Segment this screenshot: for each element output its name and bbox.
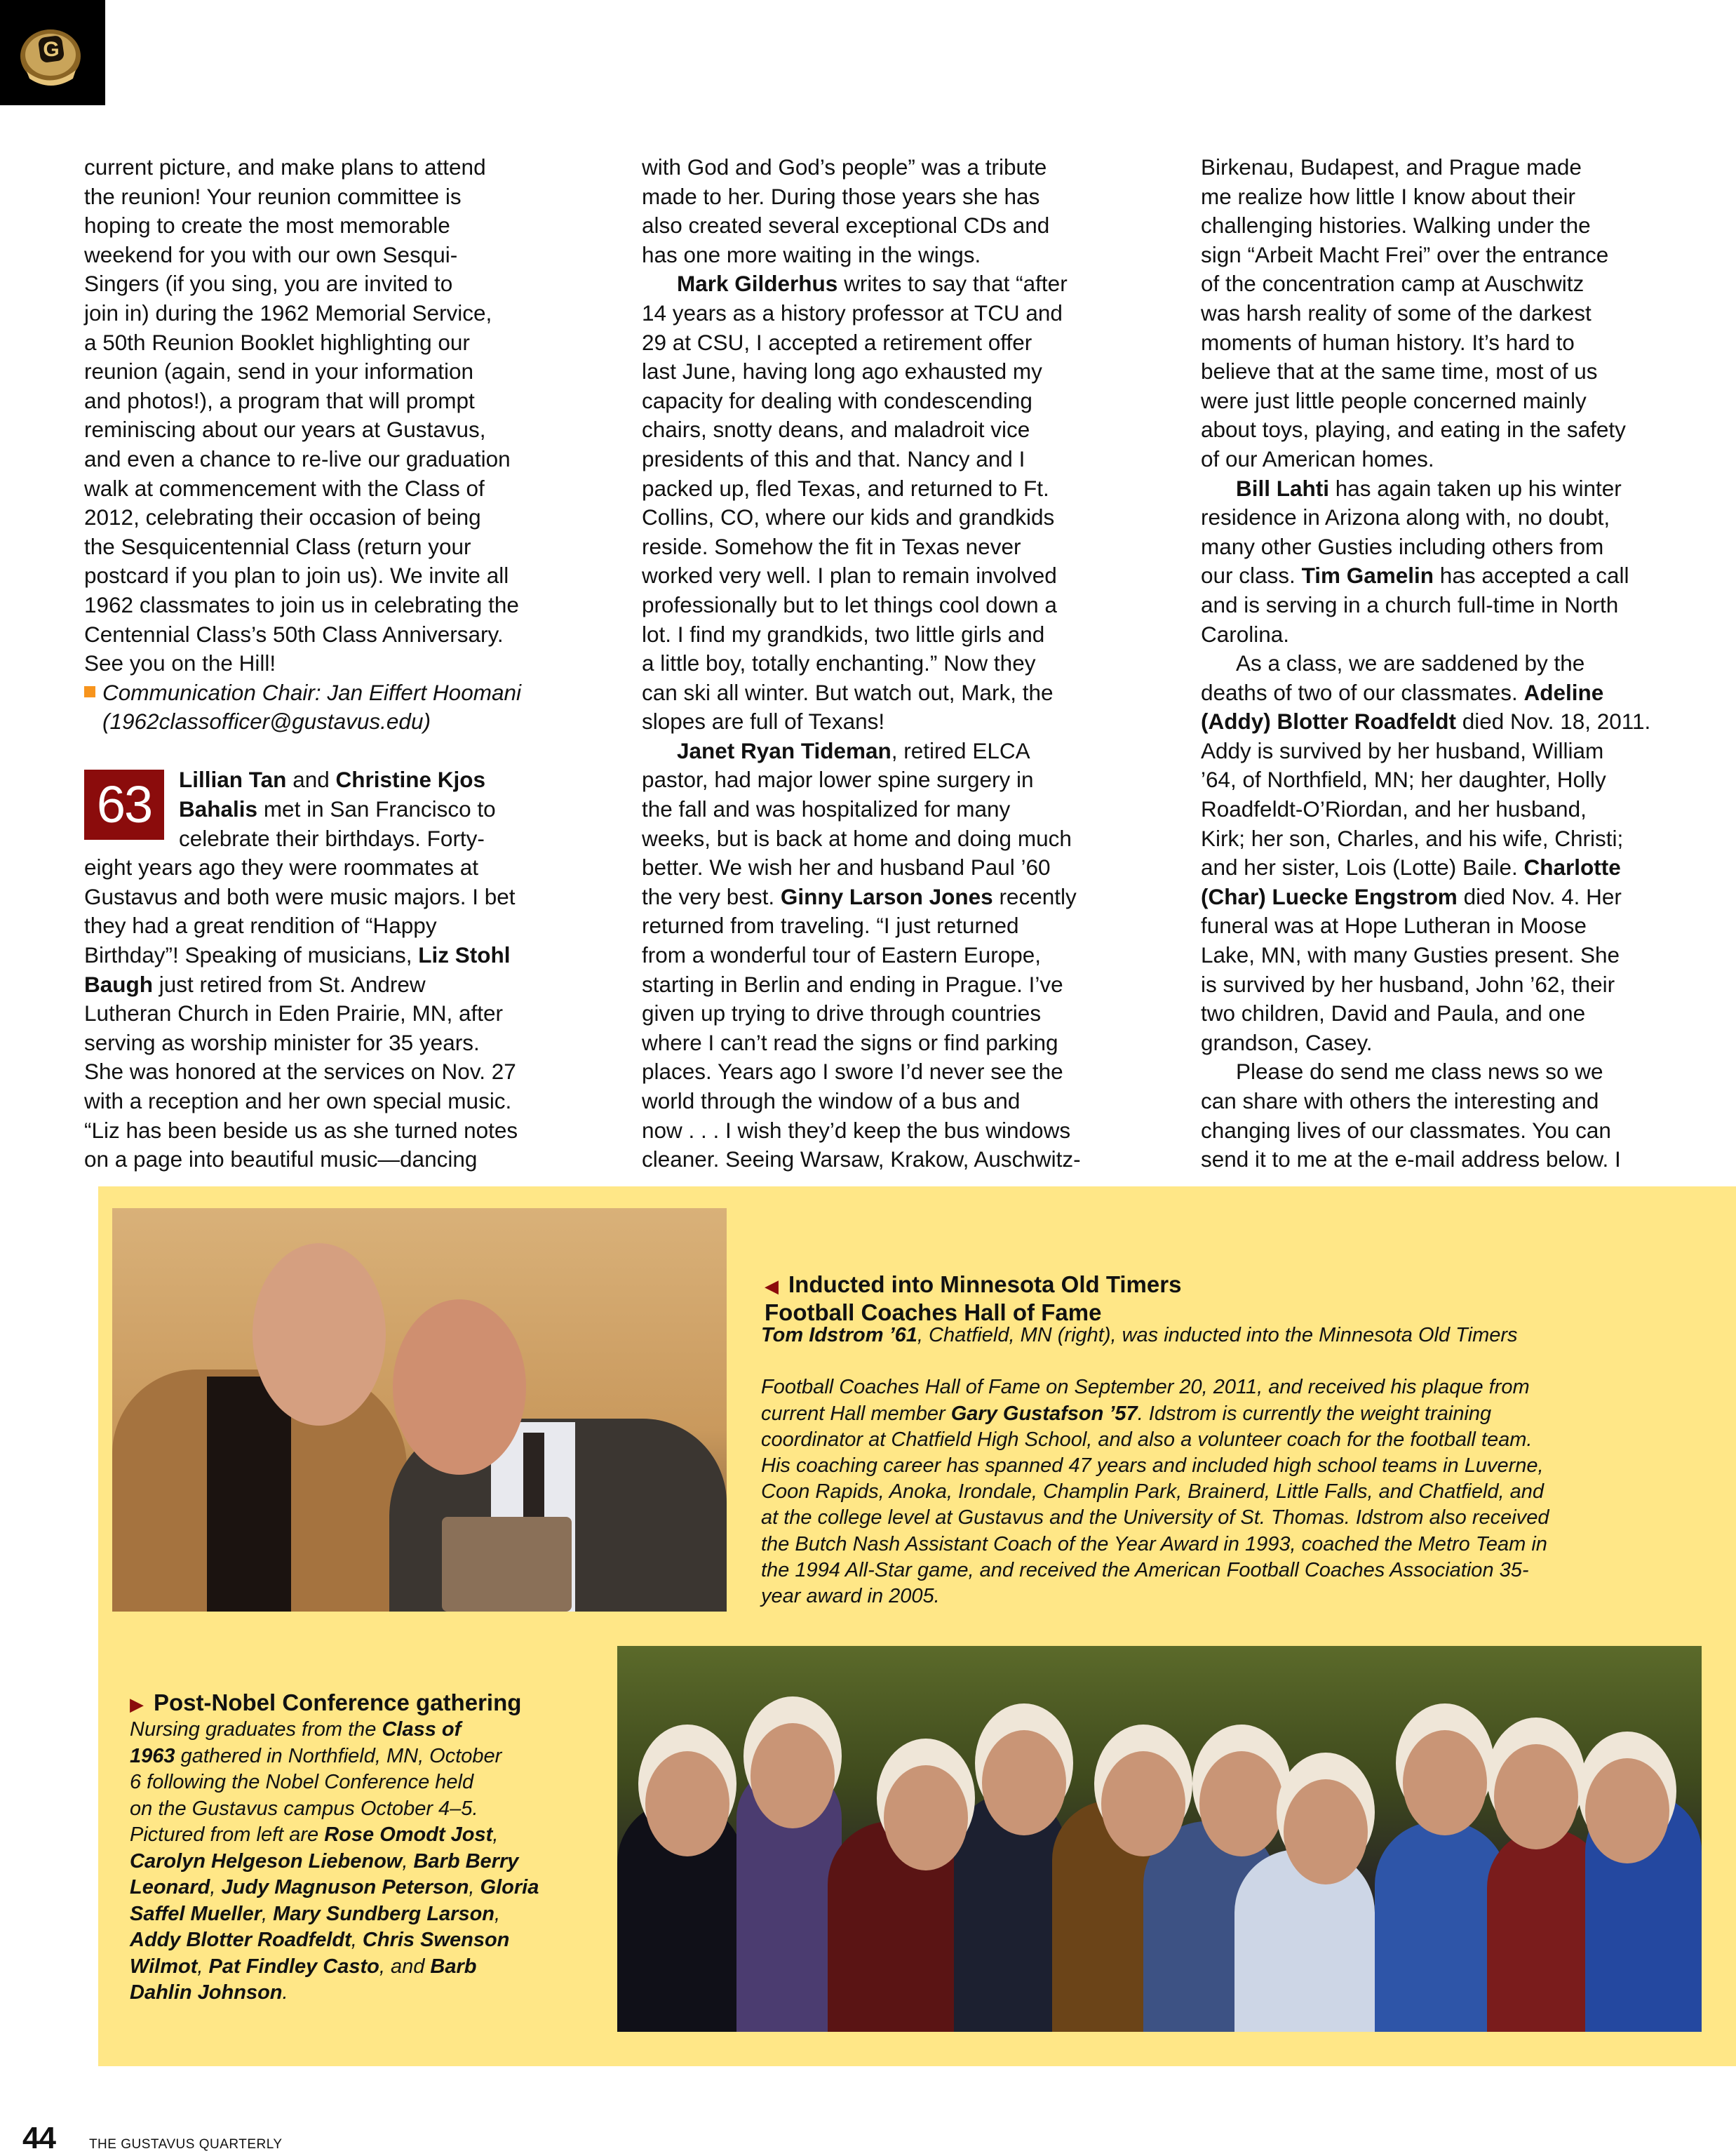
paragraph-line: on a page into beautiful music—dancing <box>84 1146 478 1172</box>
paragraph-line: professionally but to let things cool down a <box>642 591 1057 617</box>
paragraph-line: Gustavus and both were music majors. I bet <box>84 883 516 909</box>
paragraph-line: (Addy) Blotter Roadfeldt died Nov. 18, 2011. <box>1201 709 1651 735</box>
publication-name: THE GUSTAVUS QUARTERLY <box>88 2137 283 2152</box>
square-bullet-icon <box>84 686 95 697</box>
paragraph-line: two children, David and Paula, and one <box>1201 1000 1586 1026</box>
paragraph-line: they had a great rendition of “Happy <box>84 913 437 939</box>
paragraph-line: 29 at CSU, I accepted a retirement offer <box>642 329 1032 355</box>
paragraph-line: send it to me at the e-mail address below. I <box>1201 1146 1621 1172</box>
paragraph-line: 1962 classmates to join us in celebrating the <box>84 591 519 617</box>
paragraph-line: about toys, playing, and eating in the safety <box>1201 417 1626 443</box>
paragraph-line: Bill Lahti has again taken up his winter <box>1236 475 1622 501</box>
paragraph-line: returned from traveling. “I just returned <box>642 913 1019 939</box>
class-ring-logo <box>0 0 105 105</box>
paragraph-line: has one more waiting in the wings. <box>642 241 981 267</box>
paragraph-line: a 50th Reunion Booklet highlighting our <box>84 329 470 355</box>
paragraph-line: was harsh reality of some of the darkest <box>1201 300 1592 326</box>
paragraph-line: Kirk; her son, Charles, and his wife, Christi; <box>1201 825 1624 851</box>
paragraph-line: weeks, but is back at home and doing much <box>642 825 1072 851</box>
paragraph-line: serving as worship minister for 35 years. <box>84 1029 480 1055</box>
paragraph-line: packed up, fled Texas, and returned to Ft. <box>642 475 1049 501</box>
paragraph-line: Janet Ryan Tideman, retired ELCA <box>677 737 1030 763</box>
paragraph-line: starting in Berlin and ending in Prague. I’ve <box>642 971 1063 997</box>
paragraph-line: See you on the Hill! <box>84 650 276 676</box>
article-column-3 <box>1201 153 1706 1174</box>
hall-of-fame-photo <box>112 1208 727 1612</box>
paragraph-line: residence in Arizona along with, no doubt, <box>1201 504 1610 530</box>
paragraph-line: and photos!), a program that will prompt <box>84 387 475 413</box>
paragraph-line: Addy is survived by her husband, William <box>1201 737 1604 763</box>
paragraph-line: many other Gusties including others from <box>1201 533 1604 559</box>
paragraph-line: a little boy, totally enchanting.” Now they <box>642 650 1036 676</box>
paragraph-line: world through the window of a bus and <box>642 1088 1021 1113</box>
class-year-badge: 63 <box>84 770 164 840</box>
paragraph-line: and her sister, Lois (Lotte) Baile. Charlotte <box>1201 855 1621 881</box>
paragraph-line: Centennial Class’s 50th Class Anniversary. <box>84 621 504 647</box>
paragraph-line: the reunion! Your reunion committee is <box>84 183 462 209</box>
paragraph-line: 2012, celebrating their occasion of being <box>84 504 481 530</box>
paragraph-line: of our American homes. <box>1201 446 1434 471</box>
plaque <box>442 1517 572 1612</box>
paragraph-line: can share with others the interesting and <box>1201 1088 1599 1113</box>
triangle-left-icon: ◀ <box>765 1275 779 1297</box>
paragraph-line: Lillian Tan and Christine Kjos <box>179 767 486 793</box>
paragraph-line: “Liz has been beside us as she turned notes <box>84 1117 518 1143</box>
nobel-gathering-caption-title: ▶ Post-Nobel Conference gathering <box>130 1689 522 1715</box>
paragraph-line: me realize how little I know about their <box>1201 183 1576 209</box>
paragraph-line: lot. I find my grandkids, two little girls and <box>642 621 1045 647</box>
paragraph-line: and is serving in a church full-time in North <box>1201 591 1619 617</box>
page-footer <box>22 2121 283 2156</box>
paragraph-line: the Sesquicentennial Class (return your <box>84 533 471 559</box>
class-contact: Communication Chair: Jan Eiffert Hoomani <box>84 678 603 708</box>
hall-of-fame-caption-title: ◀ Inducted into Minnesota Old Timers Football Coaches Hall of Fame <box>765 1271 1182 1325</box>
paragraph-line: given up trying to drive through countries <box>642 1000 1042 1026</box>
paragraph-line: grandson, Casey. <box>1201 1029 1373 1055</box>
hall-of-fame-caption-body: Tom Idstrom ’61, Chatfield, MN (right), was inducted into the Minnesota Old Timers Football Coaches Hall of Fame on September 20, 2011, and received his plaque from current Hall member Gary Gustafson ’57. Idstrom is currently the weight training coordinator at Chatfield High School, and also a volunteer coach for the football team. His coaching career has spanned 47 years and included high school teams in Luverne, Coon Rapids, Anoka, Irondale, Champlin Park, Brainerd, Little Falls, and Chatfield, and at the college level at Gustavus and the University of St. Thomas. Idstrom also received the Butch Nash Assistant Coach of the Year Award in 1993, coached the Metro Team in the 1994 All-Star game, and received the American Football Coaches Association 35- year award in 2005. <box>761 1324 1549 1608</box>
paragraph-line: Singers (if you sing, you are invited to <box>84 271 453 297</box>
triangle-right-icon: ▶ <box>130 1694 144 1715</box>
paragraph-line: were just little people concerned mainly <box>1201 387 1587 413</box>
paragraph-line: places. Years ago I swore I’d never see the <box>642 1059 1063 1085</box>
paragraph-line: Birkenau, Budapest, and Prague made <box>1201 154 1582 180</box>
paragraph-line: Lutheran Church in Eden Prairie, MN, after <box>84 1000 504 1026</box>
paragraph-line: join in) during the 1962 Memorial Service, <box>84 300 492 326</box>
paragraph-line: the fall and was hospitalized for many <box>642 796 1011 822</box>
paragraph-line: She was honored at the services on Nov. 27 <box>84 1059 516 1085</box>
svg-text:G: G <box>43 38 60 61</box>
paragraph-line: current picture, and make plans to attend <box>84 154 486 180</box>
paragraph-line: reminiscing about our years at Gustavus, <box>84 417 486 443</box>
paragraph-line: made to her. During those years she has <box>642 183 1040 209</box>
paragraph-line: 14 years as a history professor at TCU and <box>642 300 1063 326</box>
paragraph-line: (Char) Luecke Engstrom died Nov. 4. Her <box>1201 883 1622 909</box>
paragraph-line: also created several exceptional CDs and <box>642 213 1050 239</box>
paragraph-line: postcard if you plan to join us). We invite all <box>84 563 509 589</box>
paragraph-line: As a class, we are saddened by the <box>1236 650 1585 676</box>
paragraph-line: can ski all winter. But watch out, Mark, the <box>642 679 1054 705</box>
paragraph-line: from a wonderful tour of Eastern Europe, <box>642 942 1042 968</box>
paragraph-line: our class. Tim Gamelin has accepted a call <box>1201 563 1629 589</box>
paragraph-line: last June, having long ago exhausted my <box>642 359 1042 384</box>
class-ring-icon <box>0 0 105 105</box>
article-column-2 <box>642 153 1147 1174</box>
paragraph-line: walk at commencement with the Class of <box>84 475 485 501</box>
paragraph-line: now . . . I wish they’d keep the bus windows <box>642 1117 1071 1143</box>
paragraph-line: reside. Somehow the fit in Texas never <box>642 533 1021 559</box>
paragraph-line: the very best. Ginny Larson Jones recently <box>642 883 1077 909</box>
paragraph-line: is survived by her husband, John ’62, their <box>1201 971 1615 997</box>
paragraph-line: Lake, MN, with many Gusties present. She <box>1201 942 1620 968</box>
paragraph-line: believe that at the same time, most of us <box>1201 359 1598 384</box>
paragraph-line: worked very well. I plan to remain involved <box>642 563 1057 589</box>
page-number: 44 <box>22 2121 55 2155</box>
paragraph-line: Baugh just retired from St. Andrew <box>84 971 426 997</box>
paragraph-line: cleaner. Seeing Warsaw, Krakow, Auschwitz- <box>642 1146 1081 1172</box>
nobel-gathering-caption-body: Nursing graduates from the Class of 1963 gathered in Northfield, MN, October 6 following the Nobel Conference held on the Gustavus campus October 4–5. Pictured from left are Rose Omodt Jost, Carolyn Helgeson Liebenow, Barb Berry Leonard, Judy Magnuson Peterson, Gloria Saffel Mueller, Mary Sundberg Larson, Addy Blotter Roadfeldt, Chris Swenson Wilmot, Pat Findley Casto, and Barb Dahlin Johnson. <box>130 1718 539 2004</box>
paragraph-line: weekend for you with our own Sesqui- <box>84 241 458 267</box>
paragraph-line: Roadfeldt-O’Riordan, and her husband, <box>1201 796 1587 822</box>
paragraph-line: slopes are full of Texans! <box>642 709 885 735</box>
paragraph-line: of the concentration camp at Auschwitz <box>1201 271 1584 297</box>
paragraph-line: funeral was at Hope Lutheran in Moose <box>1201 913 1587 939</box>
paragraph-line: deaths of two of our classmates. Adeline <box>1201 679 1604 705</box>
paragraph-line: celebrate their birthdays. Forty- <box>179 825 485 851</box>
paragraph-line: Collins, CO, where our kids and grandkids <box>642 504 1055 530</box>
paragraph-line: better. We wish her and husband Paul ’60 <box>642 855 1051 881</box>
paragraph-line: hoping to create the most memorable <box>84 213 450 239</box>
paragraph-line: with God and God’s people” was a tribute <box>642 154 1047 180</box>
paragraph-line: presidents of this and that. Nancy and I <box>642 446 1025 471</box>
paragraph-line: changing lives of our classmates. You can <box>1201 1117 1611 1143</box>
paragraph-line: Please do send me class news so we <box>1236 1059 1603 1085</box>
paragraph-line: and even a chance to re-live our graduation <box>84 446 511 471</box>
paragraph-line: eight years ago they were roommates at <box>84 855 479 881</box>
paragraph-line: moments of human history. It’s hard to <box>1201 329 1575 355</box>
paragraph-line: Carolina. <box>1201 621 1290 647</box>
paragraph-line: chairs, snotty deans, and maladroit vice <box>642 417 1030 443</box>
paragraph-line: where I can’t read the signs or find parking <box>642 1029 1058 1055</box>
paragraph-line: capacity for dealing with condescending <box>642 387 1032 413</box>
paragraph-line: reunion (again, send in your information <box>84 359 474 384</box>
paragraph-line: Birthday”! Speaking of musicians, Liz Stohl <box>84 942 511 968</box>
paragraph-line: Bahalis met in San Francisco to <box>179 796 496 822</box>
paragraph-line: challenging histories. Walking under the <box>1201 213 1591 239</box>
paragraph-line: with a reception and her own special music. <box>84 1088 512 1113</box>
article-column-1 <box>84 153 603 1174</box>
class-contact-email[interactable]: (1962classofficer@gustavus.edu) <box>102 709 431 735</box>
paragraph-line: Mark Gilderhus writes to say that “after <box>677 271 1068 297</box>
paragraph-line: sign “Arbeit Macht Frei” over the entrance <box>1201 241 1609 267</box>
paragraph-line: ’64, of Northfield, MN; her daughter, Holly <box>1201 767 1606 793</box>
nursing-graduates-photo <box>617 1646 1702 2032</box>
paragraph-line: pastor, had major lower spine surgery in <box>642 767 1034 793</box>
